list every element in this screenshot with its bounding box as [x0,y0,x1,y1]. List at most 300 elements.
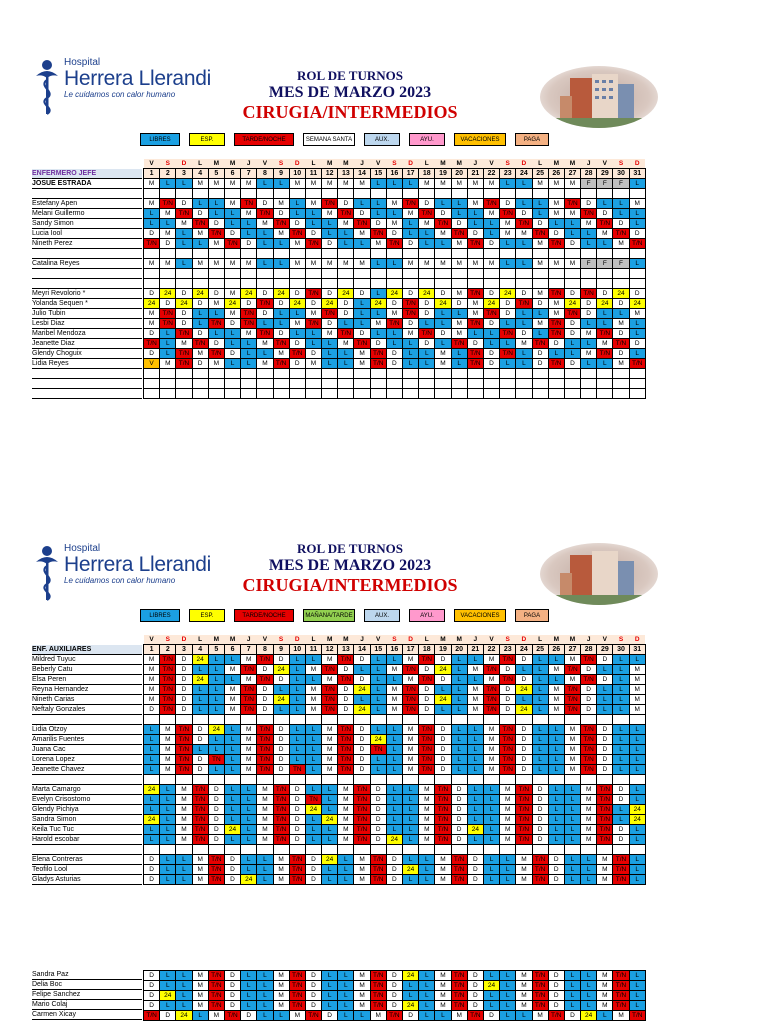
shift-cell: M [581,219,597,229]
shift-cell: T/N [564,705,580,715]
shift-cell [564,379,580,389]
shift-cell: 24 [419,289,435,299]
shift-cell: D [419,705,435,715]
shift-cell: M [581,785,597,795]
day-number-cell: 3 [176,169,192,179]
shift-cell [338,189,354,199]
shift-cell [208,389,224,399]
shift-cell [273,379,289,389]
shift-cell: M [305,259,321,269]
shift-cell: D [224,981,240,991]
day-number-cell: 14 [354,169,370,179]
shift-cell: M [548,665,564,675]
shift-cell: L [451,209,467,219]
shift-cell: D [581,685,597,695]
shift-cell: L [629,991,645,1001]
shift-cell: L [370,675,386,685]
shift-cell: D [500,665,516,675]
shift-cell: L [224,805,240,815]
shift-cell: L [629,735,645,745]
shift-cell [581,189,597,199]
shift-cell: L [597,685,613,695]
shift-cell: M [273,991,289,1001]
shift-cell: T/N [516,795,532,805]
shift-cell: T/N [629,1011,645,1021]
legend-item: TARDE/NOCHE [234,133,294,146]
shift-cell: L [516,239,532,249]
shift-cell: L [224,835,240,845]
shift-cell: M [354,981,370,991]
logo-small-text: Hospital [64,57,101,68]
shift-cell: L [386,735,402,745]
shift-cell: T/N [581,755,597,765]
shift-cell: M [532,289,548,299]
shift-cell: L [467,219,483,229]
shift-cell [435,369,451,379]
shift-cell [289,249,305,259]
shift-cell: 24 [224,299,240,309]
shift-cell: D [354,289,370,299]
shift-cell: M [564,735,580,745]
shift-cell: L [208,735,224,745]
table-row [144,735,646,745]
shift-cell: L [160,349,176,359]
shift-cell [354,269,370,279]
shift-cell: L [419,981,435,991]
shift-cell: 24 [354,705,370,715]
shift-cell [354,715,370,725]
title-line-2: MES DE MARZO 2023 [268,84,432,101]
shift-cell: L [467,745,483,755]
shift-cell [176,249,192,259]
shift-cell [241,189,257,199]
shift-cell: D [386,349,402,359]
shift-cell: T/N [224,1011,240,1021]
shift-cell: L [273,259,289,269]
shift-cell: T/N [338,735,354,745]
shift-cell [629,249,645,259]
shift-cell: M [322,209,338,219]
shift-cell: D [224,865,240,875]
shift-cell: T/N [370,359,386,369]
shift-cell: L [564,795,580,805]
shift-cell: L [581,855,597,865]
weekday-cell: J [581,635,597,645]
shift-cell: D [516,675,532,685]
group-header-label: ENFERMERO JEFE [32,169,142,179]
day-number-cell: 14 [354,645,370,655]
staff-name: Glendy Pichiya [32,805,142,815]
shift-cell [160,389,176,399]
shift-cell: L [516,309,532,319]
table-row [144,219,646,229]
shift-cell: D [354,745,370,755]
shift-cell: M [241,755,257,765]
legend-item: AUX. [364,133,400,146]
shift-cell: 24 [241,875,257,885]
shift-cell: M [467,705,483,715]
shift-cell: D [419,695,435,705]
shift-cell: T/N [322,705,338,715]
day-number-cell: 7 [241,645,257,655]
shift-cell: T/N [613,865,629,875]
shift-cell: L [176,179,192,189]
shift-cell: D [629,289,645,299]
shift-cell: T/N [483,705,499,715]
shift-cell [192,279,208,289]
weekday-cell: M [435,635,451,645]
shift-cell [370,775,386,785]
shift-cell: 24 [613,289,629,299]
shift-cell: T/N [581,745,597,755]
shift-cell: M [273,865,289,875]
shift-cell: T/N [273,795,289,805]
shift-cell [500,249,516,259]
shift-cell: T/N [273,359,289,369]
shift-cell: L [581,865,597,875]
shift-cell: M [386,695,402,705]
shift-cell: M [208,1011,224,1021]
weekday-cell: J [354,159,370,169]
shift-cell: T/N [435,805,451,815]
weekday-cell: S [160,635,176,645]
day-number-cell: 2 [160,169,176,179]
shift-cell: D [305,229,321,239]
shift-cell [500,775,516,785]
shift-cell: D [629,339,645,349]
shift-cell: L [257,865,273,875]
shift-cell: L [257,229,273,239]
shift-cell: D [176,675,192,685]
shift-cell [241,775,257,785]
shift-cell: T/N [613,855,629,865]
table-row [144,785,646,795]
shift-cell: T/N [500,765,516,775]
shift-cell: L [160,971,176,981]
shift-cell: M [224,695,240,705]
day-number-cell: 11 [305,169,321,179]
shift-cell: L [224,359,240,369]
shift-cell [144,369,160,379]
shift-cell: D [338,705,354,715]
shift-cell: L [224,735,240,745]
shift-cell: M [257,825,273,835]
shift-cell [548,279,564,289]
shift-cell: L [435,239,451,249]
shift-cell [370,369,386,379]
shift-cell: 24 [176,1011,192,1021]
shift-cell [386,389,402,399]
shift-cell: T/N [241,685,257,695]
shift-cell: T/N [500,655,516,665]
shift-cell: M [386,685,402,695]
table-row [144,815,646,825]
shift-cell [241,379,257,389]
staff-name: Jeanette Diaz [32,339,142,349]
shift-cell: M [597,865,613,875]
shift-cell: L [597,309,613,319]
shift-cell: T/N [257,655,273,665]
shift-cell: L [548,655,564,665]
shift-cell [419,269,435,279]
shift-cell: L [467,785,483,795]
shift-cell: T/N [483,695,499,705]
shift-cell: D [370,805,386,815]
shift-cell: L [451,655,467,665]
shift-cell: D [597,655,613,665]
staff-name [32,249,142,259]
shift-cell [435,775,451,785]
weekday-cell: M [224,635,240,645]
shift-cell: L [160,981,176,991]
shift-cell: L [435,339,451,349]
shift-cell: M [160,359,176,369]
shift-cell: D [516,765,532,775]
shift-cell: T/N [581,655,597,665]
shift-cell: M [289,259,305,269]
shift-cell: D [273,299,289,309]
shift-cell: T/N [273,835,289,845]
shift-cell: D [192,765,208,775]
shift-cell: T/N [597,329,613,339]
shift-cell [241,715,257,725]
shift-cell: L [581,1001,597,1011]
shift-cell: L [500,359,516,369]
shift-cell: T/N [419,675,435,685]
shift-cell: L [144,825,160,835]
shift-cell: M [289,239,305,249]
shift-cell: L [500,875,516,885]
shift-cell: D [257,199,273,209]
day-number-cell: 18 [419,169,435,179]
shift-cell [224,249,240,259]
shift-cell: L [532,665,548,675]
shift-cell: L [419,1001,435,1011]
shift-cell: M [597,875,613,885]
shift-cell: L [548,219,564,229]
shift-cell [354,369,370,379]
shift-cell: T/N [467,359,483,369]
shift-cell: L [305,835,321,845]
shift-cell: D [144,991,160,1001]
logo-title: Herrera Llerandi [64,67,211,90]
shift-cell: L [451,359,467,369]
shift-cell [483,379,499,389]
shift-cell: D [338,695,354,705]
table-row [144,725,646,735]
shift-cell: M [176,219,192,229]
shift-cell: M [273,981,289,991]
shift-cell: L [289,725,305,735]
shift-cell: T/N [451,1001,467,1011]
shift-cell [629,189,645,199]
shift-cell: M [564,179,580,189]
shift-cell [338,715,354,725]
day-number-cell: 5 [208,645,224,655]
shift-cell: L [516,259,532,269]
shift-cell: L [564,785,580,795]
staff-name: Harold escobar [32,835,142,845]
shift-cell: T/N [403,299,419,309]
shift-cell [386,369,402,379]
shift-cell [500,369,516,379]
shift-cell: M [354,359,370,369]
weekday-cell: D [629,635,645,645]
shift-cell: F [613,179,629,189]
shift-cell: M [467,299,483,309]
weekday-cell: M [322,635,338,645]
shift-cell [516,269,532,279]
shift-cell [144,845,160,855]
shift-cell: L [532,685,548,695]
shift-cell: L [176,855,192,865]
shift-cell: D [548,339,564,349]
shift-cell [597,369,613,379]
shift-cell: L [564,229,580,239]
weekday-cell: V [597,159,613,169]
shift-cell: D [451,219,467,229]
shift-cell: T/N [403,685,419,695]
shift-cell: L [451,199,467,209]
shift-cell [144,379,160,389]
shift-cell: L [483,991,499,1001]
shift-cell: M [322,755,338,765]
shift-cell: D [597,765,613,775]
page-title [230,541,470,596]
shift-cell: M [322,745,338,755]
shift-cell: L [419,875,435,885]
shift-cell: L [224,655,240,665]
shift-cell: L [548,835,564,845]
shift-cell [338,379,354,389]
shift-cell: M [483,259,499,269]
shift-cell: T/N [289,991,305,1001]
shift-cell: L [322,971,338,981]
shift-cell: T/N [483,199,499,209]
shift-cell: L [176,865,192,875]
shift-cell: L [403,795,419,805]
shift-cell: L [322,1001,338,1011]
shift-cell: L [370,755,386,765]
shift-cell: T/N [516,825,532,835]
shift-cell: M [176,805,192,815]
shift-cell: D [548,971,564,981]
shift-cell: T/N [273,815,289,825]
shift-cell [483,715,499,725]
shift-cell: L [532,725,548,735]
title-line-1: ROL DE TURNOS [297,541,403,556]
staff-name: Meyri Revolorio * [32,289,142,299]
shift-cell: L [516,665,532,675]
legend-item: AYU. [409,133,445,146]
shift-cell [532,249,548,259]
shift-cell: L [451,349,467,359]
shift-cell: M [597,855,613,865]
weekday-cell: M [564,159,580,169]
staff-name: Mildred Tuyuc [32,655,142,665]
shift-cell: T/N [241,319,257,329]
shift-cell: D [338,299,354,309]
shift-cell: D [338,309,354,319]
shift-cell [581,389,597,399]
shift-cell [564,389,580,399]
shift-cell [500,379,516,389]
shift-cell: 24 [192,655,208,665]
shift-grid [143,159,646,399]
day-number-cell: 25 [532,645,548,655]
shift-cell: L [386,329,402,339]
shift-cell [532,379,548,389]
shift-cell: L [548,765,564,775]
shift-cell: M [257,359,273,369]
shift-cell: L [613,665,629,675]
shift-cell [305,845,321,855]
shift-cell: L [241,339,257,349]
shift-cell: L [629,655,645,665]
shift-cell: M [305,359,321,369]
shift-cell: L [322,795,338,805]
shift-cell: L [322,981,338,991]
shift-cell: L [500,981,516,991]
shift-cell: T/N [354,785,370,795]
shift-cell: M [629,675,645,685]
shift-cell: L [144,735,160,745]
shift-cell: L [192,695,208,705]
shift-cell: 24 [273,665,289,675]
shift-cell: L [613,725,629,735]
shift-cell: T/N [386,239,402,249]
shift-cell [483,279,499,289]
shift-cell [273,845,289,855]
weekday-cell: M [548,159,564,169]
shift-cell: L [144,805,160,815]
shift-cell [144,389,160,399]
shift-cell: D [208,825,224,835]
shift-cell [386,379,402,389]
day-number-cell: 31 [629,645,645,655]
shift-cell [386,279,402,289]
shift-cell: D [144,349,160,359]
hospital-logo [34,544,211,602]
shift-cell: L [160,815,176,825]
shift-cell: M [548,685,564,695]
table-row [144,865,646,875]
shift-cell [224,189,240,199]
shift-cell: M [241,179,257,189]
shift-cell: D [370,825,386,835]
shift-cell: L [516,179,532,189]
staff-name: Elena Contreras [32,855,142,865]
shift-cell: L [322,825,338,835]
shift-cell: M [144,675,160,685]
shift-cell [354,775,370,785]
shift-cell: M [192,981,208,991]
shift-cell: D [613,219,629,229]
shift-cell: 24 [273,695,289,705]
shift-cell: L [144,745,160,755]
shift-cell: L [192,685,208,695]
shift-cell: L [241,1001,257,1011]
shift-cell: D [532,785,548,795]
shift-cell [338,845,354,855]
shift-cell: M [322,765,338,775]
shift-cell: T/N [548,1011,564,1021]
shift-cell [224,775,240,785]
shift-cell [597,379,613,389]
shift-cell: D [419,199,435,209]
shift-cell: M [451,329,467,339]
shift-cell [532,775,548,785]
